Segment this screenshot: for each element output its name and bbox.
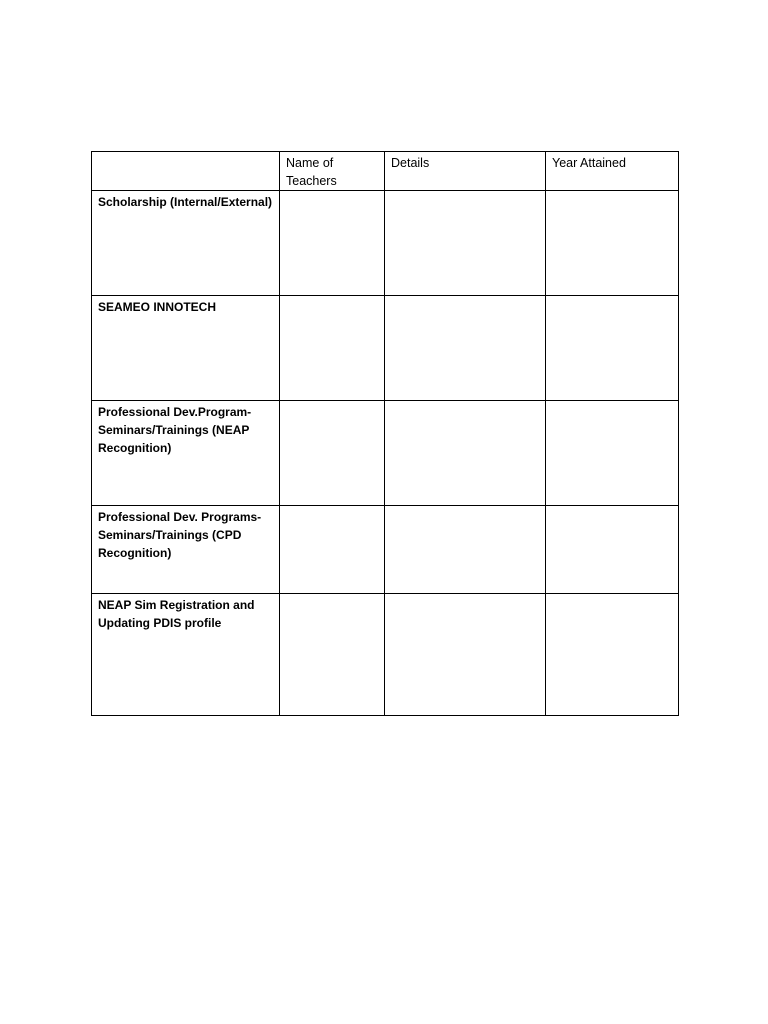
table-row — [92, 296, 679, 401]
row-category: Scholarship (Internal/External) — [92, 191, 280, 296]
table-row — [92, 191, 679, 296]
details-cell — [385, 506, 546, 594]
name-cell — [280, 594, 385, 716]
row-category: Professional Dev.Program-Seminars/Trainings (NEAP Recognition) — [92, 401, 280, 506]
header-year-attained: Year Attained — [546, 152, 679, 191]
table-header-row — [92, 152, 679, 191]
year-cell — [546, 191, 679, 296]
row-category: SEAMEO INNOTECH — [92, 296, 280, 401]
header-category — [92, 152, 280, 191]
name-cell — [280, 401, 385, 506]
name-cell — [280, 506, 385, 594]
header-name-of-teachers: Name of Teachers — [280, 152, 385, 191]
table-row — [92, 506, 679, 594]
row-category: Professional Dev. Programs-Seminars/Trainings (CPD Recognition) — [92, 506, 280, 594]
name-cell — [280, 296, 385, 401]
year-cell — [546, 296, 679, 401]
details-cell — [385, 296, 546, 401]
header-details: Details — [385, 152, 546, 191]
year-cell — [546, 594, 679, 716]
year-cell — [546, 401, 679, 506]
table-row — [92, 594, 679, 716]
details-cell — [385, 191, 546, 296]
table-row — [92, 401, 679, 506]
details-cell — [385, 594, 546, 716]
details-cell — [385, 401, 546, 506]
year-cell — [546, 506, 679, 594]
row-category: NEAP Sim Registration and Updating PDIS profile — [92, 594, 280, 716]
teacher-development-table — [91, 151, 679, 716]
name-cell — [280, 191, 385, 296]
